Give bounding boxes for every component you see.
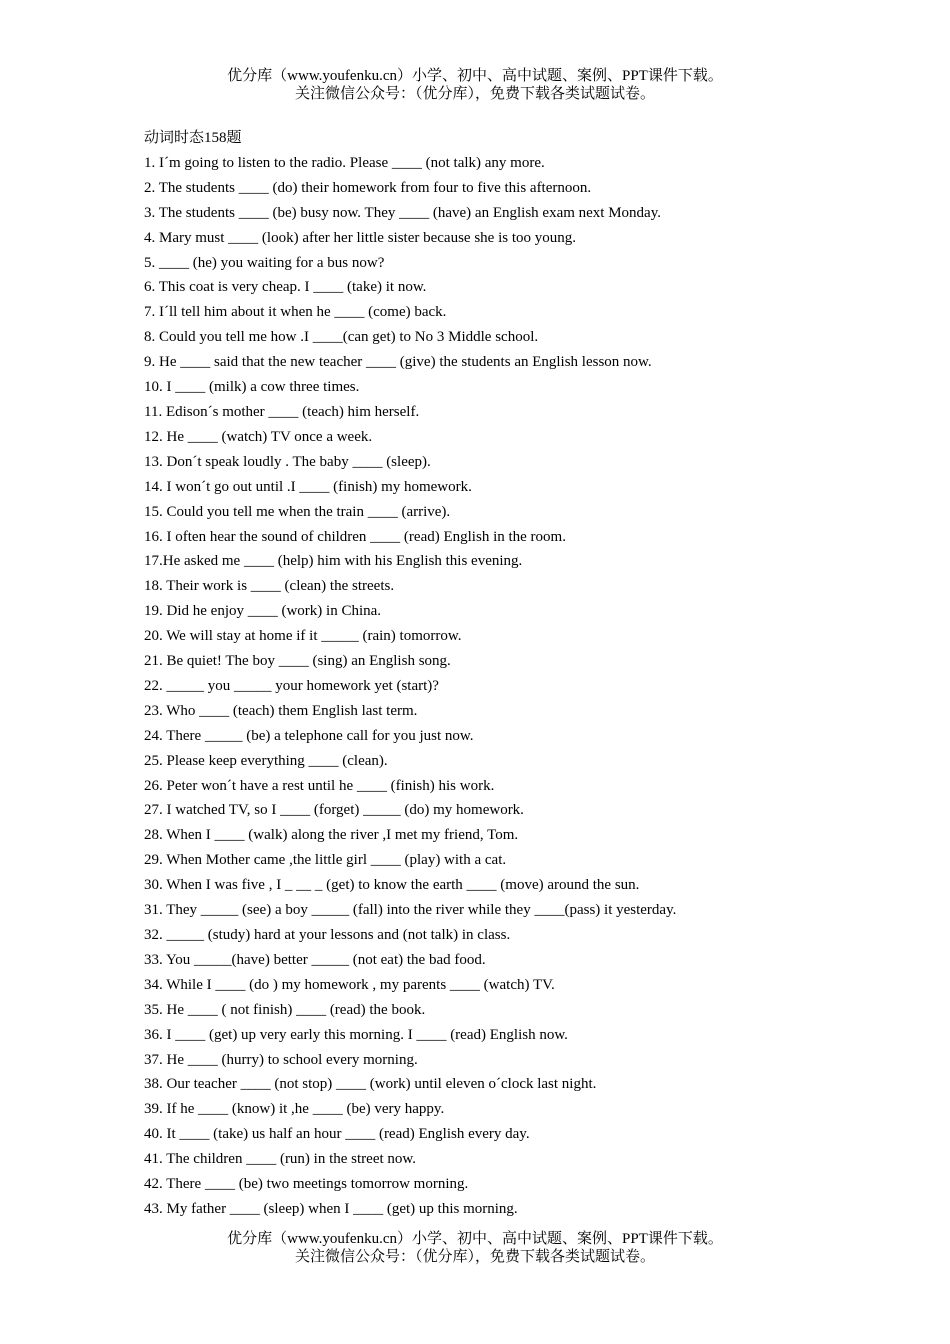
question-list	[144, 151, 924, 1222]
question-item: 34. While I ____ (do ) my homework , my parents ____ (watch) TV.	[144, 976, 555, 993]
question-item: 3. The students ____ (be) busy now. They ____ (have) an English exam next Monday.	[144, 204, 661, 221]
question-item: 29. When Mother came ,the little girl ____ (play) with a cat.	[144, 852, 507, 869]
document-title: 动词时态158题	[144, 130, 242, 146]
question-item: 22. _____ you _____ your homework yet (start)?	[144, 677, 439, 694]
question-item: 38. Our teacher ____ (not stop) ____ (work) until eleven o´clock last night.	[144, 1076, 597, 1093]
question-item: 31. They _____ (see) a boy _____ (fall) into the river while they ____(pass) it yesterday.	[144, 902, 677, 919]
question-item: 40. It ____ (take) us half an hour ____ (read) English every day.	[144, 1126, 530, 1143]
question-item: 32. _____ (study) hard at your lessons and (not talk) in class.	[144, 927, 511, 943]
page-header	[0, 67, 950, 103]
question-item: 8. Could you tell me how .I ____(can get) to No 3 Middle school.	[144, 329, 539, 346]
question-item: 12. He ____ (watch) TV once a week.	[144, 428, 373, 445]
question-item: 43. My father ____ (sleep) when I ____ (get) up this morning.	[144, 1200, 518, 1217]
question-item: 36. I ____ (get) up very early this morning. I ____ (read) English now.	[144, 1026, 568, 1043]
question-item: 2. The students ____ (do) their homework from four to five this afternoon.	[144, 179, 592, 196]
question-item: 13. Don´t speak loudly . The baby ____ (sleep).	[144, 453, 431, 470]
question-item: 6. This coat is very cheap. I ____ (take) it now.	[144, 279, 427, 296]
question-item: 10. I ____ (milk) a cow three times.	[144, 379, 360, 396]
footer-line-2: 关注微信公众号：（优分库），免费下载各类试题试卷。	[294, 1249, 655, 1265]
question-item: 7. I´ll tell him about it when he ____ (come) back.	[144, 304, 447, 321]
question-item: 21. Be quiet! The boy ____ (sing) an English song.	[144, 653, 451, 670]
question-item: 18. Their work is ____ (clean) the streets.	[144, 578, 395, 595]
question-item: 15. Could you tell me when the train ____ (arrive).	[144, 503, 451, 520]
footer-line-1: 优分库（www.youfenku.cn）小学、初中、高中试题、案例、PPT课件下载。	[227, 1231, 723, 1247]
question-item: 37. He ____ (hurry) to school every morning.	[144, 1051, 418, 1068]
question-item: 11. Edison´s mother ____ (teach) him herself.	[144, 403, 420, 420]
question-item: 41. The children ____ (run) in the street now.	[144, 1151, 417, 1168]
question-item: 33. You _____(have) better _____ (not eat) the bad food.	[144, 951, 486, 968]
question-item: 30. When I was five , I _ __ _ (get) to know the earth ____ (move) around the sun.	[144, 877, 640, 894]
document-body	[144, 126, 924, 1222]
question-item: 24. There _____ (be) a telephone call for you just now.	[144, 727, 474, 744]
question-item: 1. I´m going to listen to the radio. Please ____ (not talk) any more.	[144, 154, 545, 171]
question-item: 20. We will stay at home if it _____ (rain) tomorrow.	[144, 628, 462, 645]
question-item: 39. If he ____ (know) it ,he ____ (be) very happy.	[144, 1101, 445, 1118]
question-item: 5. ____ (he) you waiting for a bus now?	[144, 254, 385, 271]
question-item: 14. I won´t go out until .I ____ (finish) my homework.	[144, 478, 472, 495]
question-item: 9. He ____ said that the new teacher ____ (give) the students an English lesson now.	[144, 354, 652, 371]
question-item: 19. Did he enjoy ____ (work) in China.	[144, 603, 382, 620]
header-line-1: 优分库（www.youfenku.cn）小学、初中、高中试题、案例、PPT课件下载。	[227, 68, 723, 84]
question-item: 16. I often hear the sound of children ____ (read) English in the room.	[144, 528, 566, 545]
question-item: 28. When I ____ (walk) along the river ,I met my friend, Tom.	[144, 827, 519, 844]
header-line-2: 关注微信公众号：（优分库），免费下载各类试题试卷。	[294, 86, 655, 102]
question-item: 17.He asked me ____ (help) him with his English this evening.	[144, 553, 523, 570]
question-item: 35. He ____ ( not finish) ____ (read) the book.	[144, 1001, 426, 1018]
question-item: 26. Peter won´t have a rest until he ____ (finish) his work.	[144, 777, 495, 794]
page-footer	[0, 1230, 950, 1266]
question-item: 23. Who ____ (teach) them English last term.	[144, 702, 418, 719]
question-item: 25. Please keep everything ____ (clean).	[144, 752, 388, 769]
question-item: 4. Mary must ____ (look) after her little sister because she is too young.	[144, 229, 576, 246]
question-item: 42. There ____ (be) two meetings tomorrow morning.	[144, 1176, 469, 1193]
question-item: 27. I watched TV, so I ____ (forget) _____ (do) my homework.	[144, 802, 524, 819]
